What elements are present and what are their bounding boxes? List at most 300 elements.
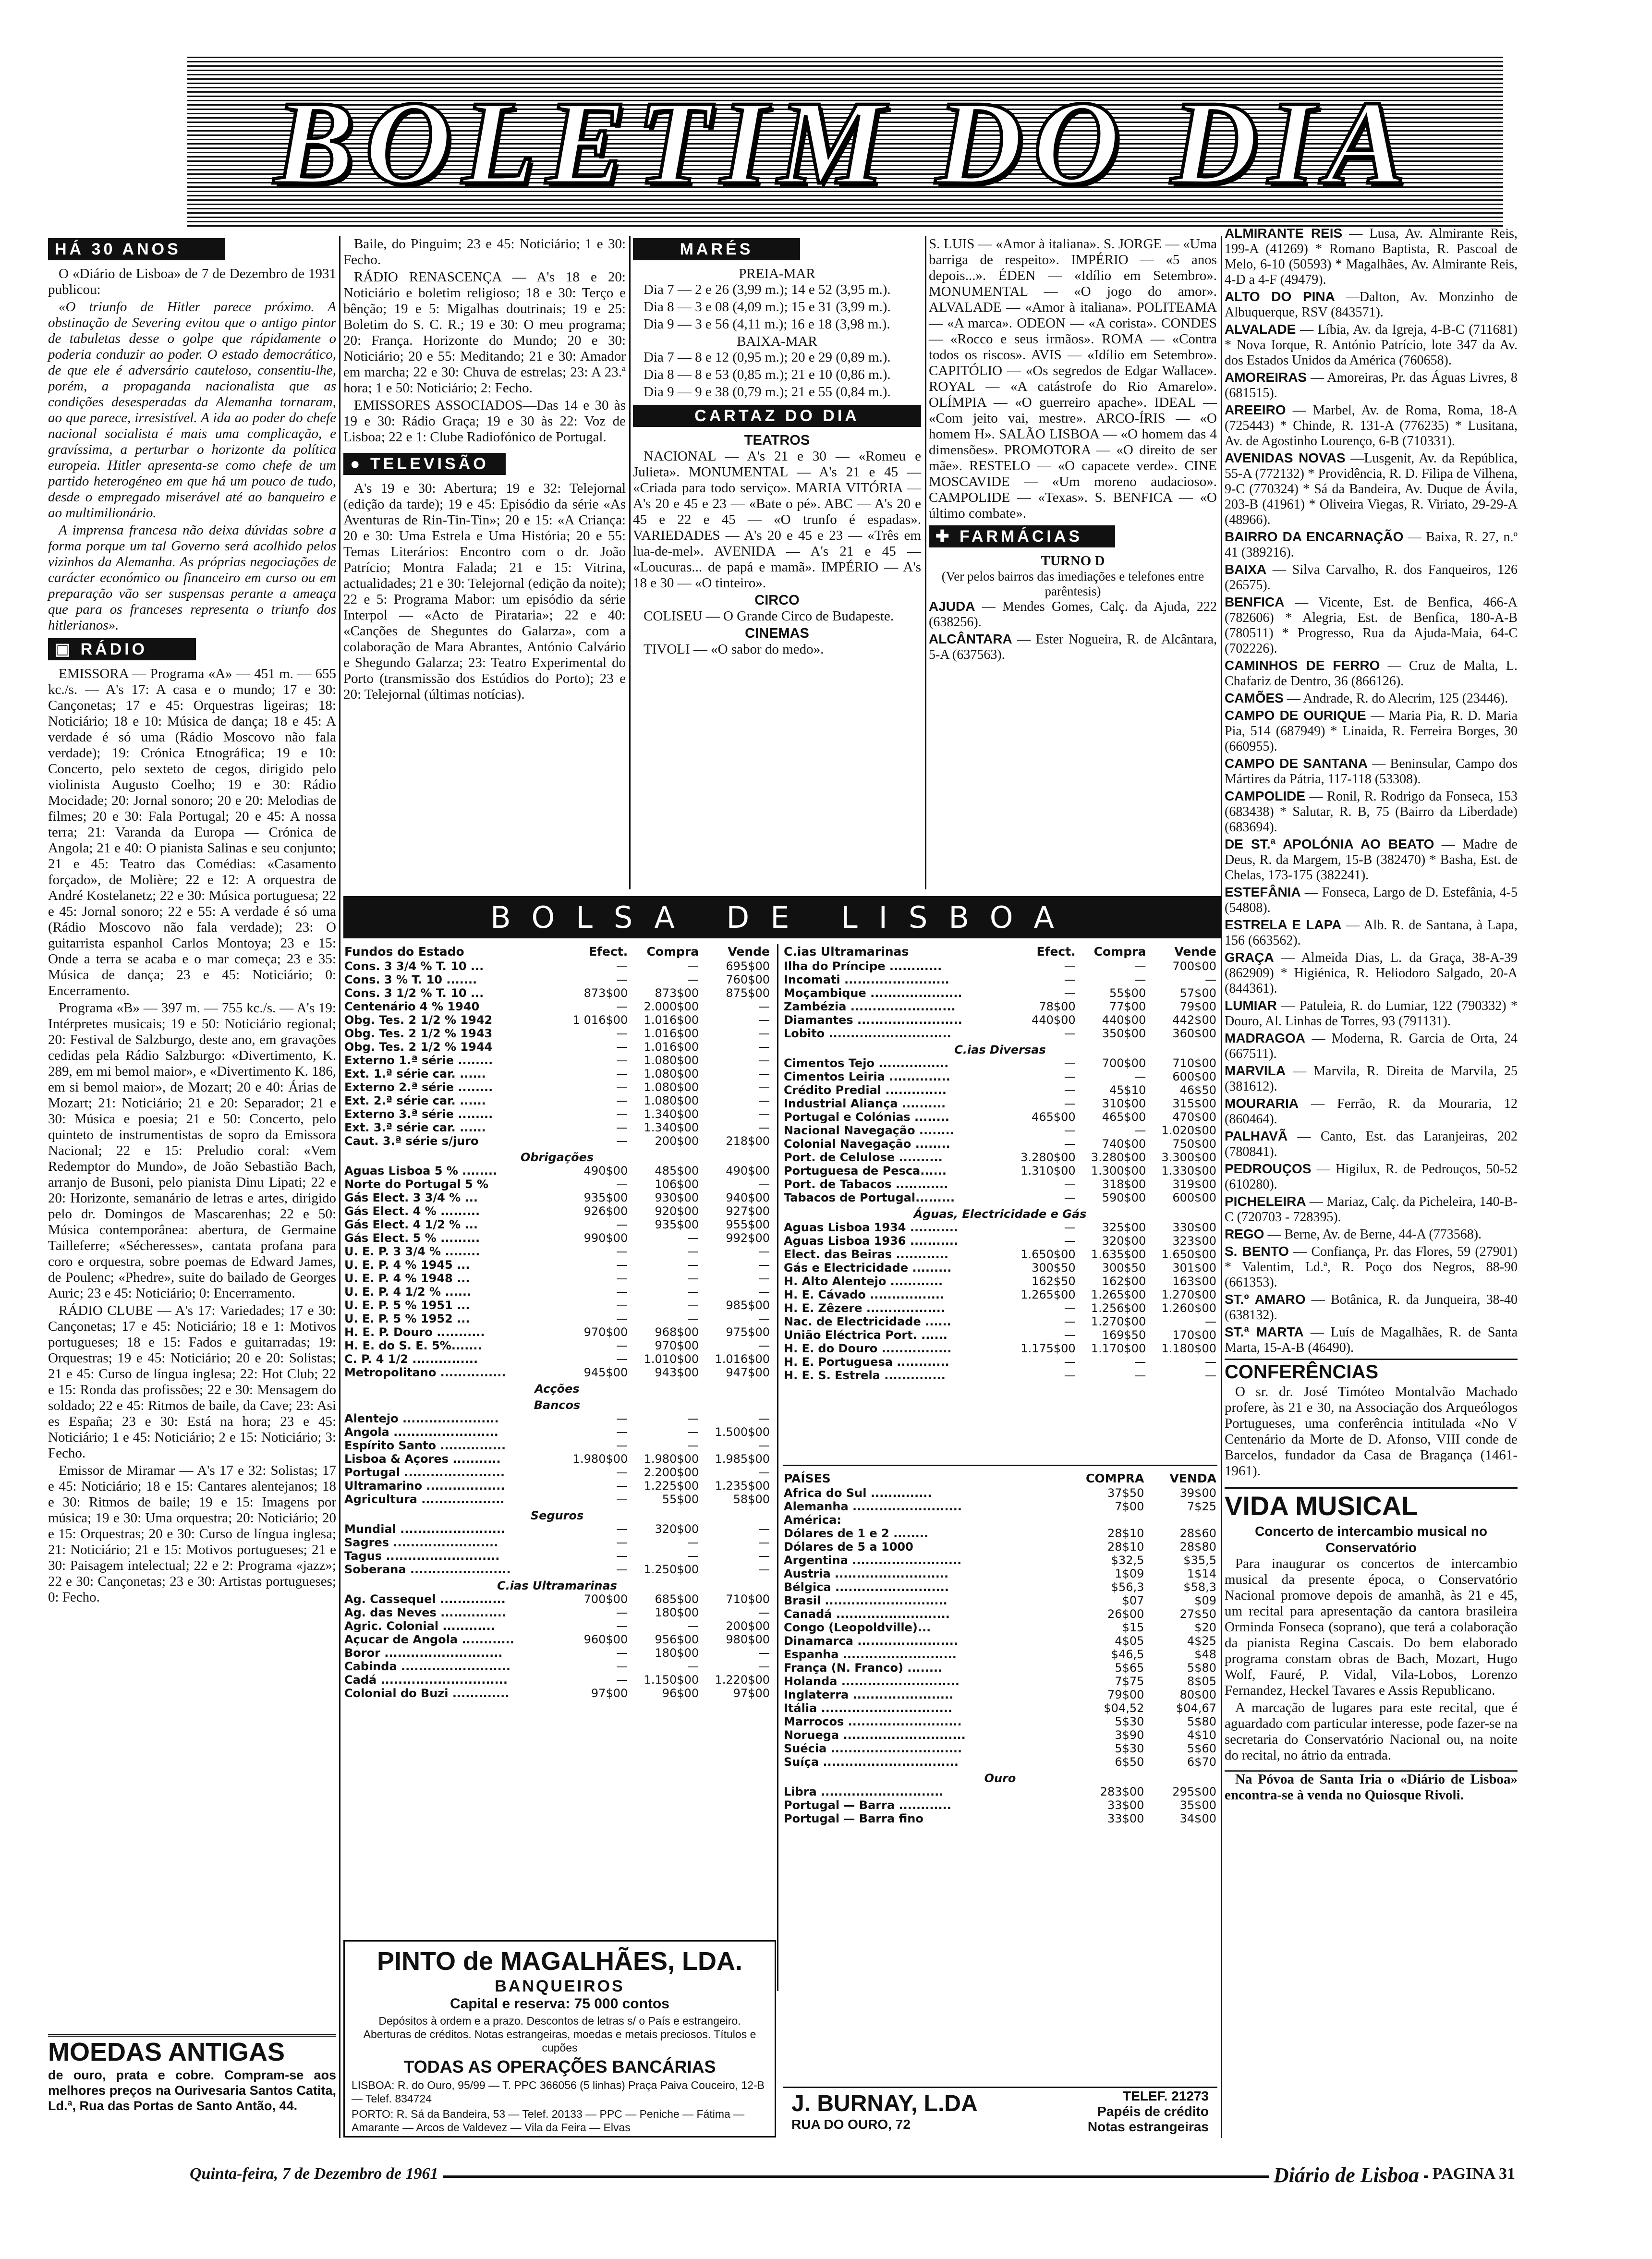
fundos-cell: — bbox=[616, 1299, 628, 1312]
cambios-row bbox=[783, 1812, 1217, 1825]
fundos-row bbox=[343, 1412, 771, 1425]
pharmacy-entry bbox=[1225, 529, 1518, 560]
cambios-row bbox=[783, 1742, 1217, 1755]
companhias-row bbox=[783, 1191, 1217, 1204]
fundos-cell: — bbox=[758, 1646, 770, 1660]
fundos-cell: U. E. P. 3 3/4 % ........ bbox=[344, 1245, 480, 1258]
cambios-cell: Noruega ............................ bbox=[784, 1728, 966, 1742]
fundos-cell: Cabinda ......................... bbox=[344, 1660, 510, 1673]
fundos-table bbox=[343, 944, 771, 1700]
radio-icon: ▣ bbox=[55, 640, 81, 658]
fundos-cell: Cons. 3 1/2 % T. 10 ... bbox=[344, 986, 484, 1000]
cambios-row bbox=[783, 1567, 1217, 1580]
companhias-row bbox=[783, 1234, 1217, 1248]
fundos-cell: 55$00 bbox=[662, 1493, 699, 1506]
fundos-row bbox=[343, 1522, 771, 1536]
fundos-cell: C. P. 4 1/2 ............... bbox=[344, 1352, 478, 1366]
fundos-cell: — bbox=[616, 1272, 628, 1285]
fundos-cell: — bbox=[616, 1134, 628, 1148]
fundos-cell: 970$00 bbox=[655, 1339, 699, 1352]
companhias-row bbox=[783, 1110, 1217, 1124]
companhias-cell: Aguas Lisboa 1934 ........... bbox=[784, 1221, 959, 1234]
burnay-ad bbox=[783, 2087, 1217, 2135]
companhias-cell: 163$00 bbox=[1172, 1275, 1216, 1288]
fundos-cell: — bbox=[758, 1412, 770, 1425]
preia-mar-row: Dia 9 — 3 e 56 (4,11 m.); 16 e 18 (3,98 m.). bbox=[644, 316, 890, 332]
fundos-cell: — bbox=[758, 1000, 770, 1013]
fundos-cell: 990$00 bbox=[583, 1231, 628, 1245]
pharmacy-details: — Almeida Dias, L. da Graça, 38-A-39 (862909) * Higiénica, R. Heliodoro Salgado, 20-A (844361). bbox=[1225, 950, 1518, 996]
fundos-cell: 935$00 bbox=[655, 1218, 699, 1231]
companhias-cell: 315$00 bbox=[1172, 1097, 1216, 1110]
pharmacy-entry bbox=[1225, 789, 1518, 835]
cambios-cell: Canadá .......................... bbox=[784, 1607, 950, 1621]
companhias-row bbox=[783, 1178, 1217, 1191]
cambios-cell: $46,5 bbox=[1111, 1648, 1144, 1661]
pinto-subtitle: BANQUEIROS bbox=[495, 1977, 625, 1995]
fundos-cell: 930$00 bbox=[655, 1191, 699, 1204]
companhias-cell: 162$50 bbox=[1032, 1275, 1076, 1288]
companhias-cell: — bbox=[1064, 959, 1076, 973]
fundos-cell: Soberana ....................... bbox=[344, 1563, 511, 1576]
fundos-cell: 926$00 bbox=[583, 1204, 628, 1218]
companhias-row bbox=[783, 1301, 1217, 1315]
companhias-cell: 442$00 bbox=[1172, 1013, 1216, 1027]
companhias-cell: 1.330$00 bbox=[1161, 1164, 1216, 1178]
radio-paragraph: EMISSORES ASSOCIADOS—Das 14 e 30 às 19 e 30: Rádio Graça; 19 e 30 às 22: Voz de Lisboa; 22 e 1: Clube Radiofónico de Portugal. bbox=[343, 398, 626, 445]
companhias-header: Vende bbox=[1174, 945, 1216, 959]
cambios-cell: $58,3 bbox=[1183, 1580, 1216, 1594]
companhias-cell: 45$10 bbox=[1109, 1083, 1146, 1097]
companhias-cell: 1.650$00 bbox=[1161, 1248, 1216, 1261]
fundos-cell: 1.016$00 bbox=[715, 1352, 770, 1366]
cambios-cell: Dólares de 1 e 2 ........ bbox=[784, 1527, 929, 1540]
cambios-row bbox=[783, 1513, 1217, 1527]
fundos-cell: 970$00 bbox=[583, 1325, 628, 1339]
companhias-cell: — bbox=[1064, 1083, 1076, 1097]
companhias-cell: Lobito ............................ bbox=[784, 1027, 951, 1040]
fundos-cell: — bbox=[758, 1013, 770, 1027]
companhias-cell: 300$50 bbox=[1032, 1261, 1076, 1275]
masthead-title: BOLETIM DO DIA bbox=[274, 76, 1416, 209]
fundos-row bbox=[343, 1231, 771, 1245]
cambios-row bbox=[783, 1486, 1217, 1500]
cambios-row bbox=[783, 1661, 1217, 1675]
pharmacy-details: — Lusa, Av. Almirante Reis, 199-A (41269) * Romano Baptista, R. Pascoal de Melo, 6-10 (50593) * Magalhães, Av. Almirante Reis, 4-D a 4-F (49479). bbox=[1225, 226, 1518, 287]
cambios-cell: 7$75 bbox=[1115, 1675, 1144, 1688]
companhias-cell: 57$00 bbox=[1179, 986, 1216, 1000]
farmacias-list-part1 bbox=[929, 599, 1217, 663]
preia-mar-label: PREIA-MAR bbox=[739, 266, 815, 281]
companhias-cell: 440$00 bbox=[1032, 1013, 1076, 1027]
pharmacy-details: — Marvila, R. Direita de Marvila, 25 (381612). bbox=[1225, 1064, 1518, 1094]
moedas-antigas-ad bbox=[48, 2034, 336, 2135]
radio-paragraph: RÁDIO CLUBE — A's 17: Variedades; 17 e 30: Cançonetas; 17 e 45: Noticiário; 18 e 1: Motivos portugueses; 18 e 15: Fados e guitarradas; 19: Orquestras; 19 e 45: Noticiário; 20 e 20: Solistas; 21 e 45: Curso de língua inglesa; 22: Hot Club; 22 e 15: Ronda das profissões; 22 e 30: Mensagem do soldado; 22 e 45: Ritmos de baile, da Cave; 23: Asi es España; 23 e 30: Está na hora; 23 e 45: Noticiário; 1 e 45: Noticiário; 2 e 15: Noticiário; 3: Fecho. bbox=[48, 1303, 336, 1461]
companhias-cell: Port. de Celulose .......... bbox=[784, 1151, 943, 1164]
fundos-cell: — bbox=[758, 1054, 770, 1067]
companhias-cell: 325$00 bbox=[1102, 1221, 1146, 1234]
fundos-cell: 2.000$00 bbox=[644, 1000, 699, 1013]
fundos-row bbox=[343, 1258, 771, 1272]
companhias-cell: — bbox=[1205, 1355, 1216, 1369]
fundos-cell: — bbox=[687, 1312, 699, 1325]
cambios-cell: Inglaterra ....................... bbox=[784, 1688, 954, 1701]
fundos-cell: — bbox=[758, 1040, 770, 1054]
cambios-cell: Espanha .......................... bbox=[784, 1648, 957, 1661]
companhias-cell: — bbox=[1064, 1191, 1076, 1204]
fundos-cell: — bbox=[687, 1285, 699, 1299]
pharmacy-district: AVENIDAS NOVAS bbox=[1225, 450, 1346, 465]
cambios-row bbox=[783, 1715, 1217, 1728]
fundos-cell: 980$00 bbox=[726, 1633, 770, 1646]
pharmacy-entry bbox=[1225, 562, 1518, 593]
fundos-row bbox=[343, 1000, 771, 1013]
cambios-cell: Alemanha ......................... bbox=[784, 1500, 962, 1513]
cambios-row bbox=[783, 1701, 1217, 1715]
companhias-row bbox=[783, 1342, 1217, 1355]
fundos-cell: — bbox=[616, 1245, 628, 1258]
companhias-cell: 1.635$00 bbox=[1091, 1248, 1146, 1261]
fundos-cell: — bbox=[687, 1619, 699, 1633]
cambios-cell: Portugal — Barra fino bbox=[784, 1812, 923, 1825]
pharmacy-entry bbox=[1225, 885, 1518, 916]
cambios-row bbox=[783, 1755, 1217, 1769]
companhias-cell: — bbox=[1064, 1027, 1076, 1040]
burnay-line1: Papéis de crédito bbox=[1097, 2103, 1209, 2119]
fundos-cell: — bbox=[687, 1272, 699, 1285]
companhias-cell: — bbox=[1064, 986, 1076, 1000]
burnay-address: RUA DO OURO, 72 bbox=[791, 2117, 911, 2132]
pharmacy-district: CAMPO DE OURIQUE bbox=[1225, 708, 1366, 723]
fundos-cell: — bbox=[758, 1339, 770, 1352]
cambios-cell: França (N. Franco) ........ bbox=[784, 1661, 943, 1675]
fundos-cell: U. E. P. 4 1/2 % ...... bbox=[344, 1285, 472, 1299]
pharmacy-district: CAMPOLIDE bbox=[1225, 789, 1305, 803]
ha30-paragraph: O «Diário de Lisboa» de 7 de Dezembro de 1931 publicou: bbox=[48, 266, 336, 297]
companhias-cell: — bbox=[1064, 1137, 1076, 1151]
pinto-operations: TODAS AS OPERAÇÕES BANCÁRIAS bbox=[403, 2057, 716, 2077]
fundos-cell: — bbox=[758, 1466, 770, 1479]
companhias-cell: — bbox=[1064, 973, 1076, 986]
radio-paragraph: RÁDIO RENASCENÇA — A's 18 e 20: Noticiário e boletim religioso; 18 e 30: Terço e bênção; 19 e 5: Migalhas doutrinais; 19 e 25: Boletim do S. C. R.; 19 e 30: O meu programa; 20: França. Horizonte do Mundo; 20 e 30: Noticiário; 20 e 55: Meditando; 21 e 30: Amador em marcha; 22 e 30: Chuva de estrelas; 23: A 23.ª hora; 1 e 50: Noticiário; 2: Fecho. bbox=[343, 269, 626, 396]
fundos-row bbox=[343, 1107, 771, 1121]
pharmacy-district: ST.ª MARTA bbox=[1225, 1324, 1304, 1339]
preia-mar-list bbox=[633, 282, 921, 332]
fundos-cell: — bbox=[616, 1563, 628, 1576]
fundos-cell: — bbox=[616, 1673, 628, 1687]
fundos-row bbox=[343, 1081, 771, 1094]
companhias-cell: 1.270$00 bbox=[1161, 1288, 1216, 1301]
fundos-section: Seguros bbox=[530, 1509, 584, 1522]
fundos-cell: — bbox=[616, 1178, 628, 1191]
companhias-cell: 169$50 bbox=[1102, 1328, 1146, 1342]
fundos-cell: 97$00 bbox=[591, 1687, 628, 1700]
companhias-cell: Industrial Aliança .......... bbox=[784, 1097, 946, 1110]
fundos-cell: — bbox=[758, 1563, 770, 1576]
fundos-row bbox=[343, 973, 771, 986]
fundos-row bbox=[343, 1094, 771, 1107]
companhias-cell: — bbox=[1134, 1369, 1146, 1382]
pharmacy-district: GRAÇA bbox=[1225, 950, 1274, 965]
fundos-cell: 943$00 bbox=[655, 1366, 699, 1379]
fundos-cell: U. E. P. 5 % 1951 ... bbox=[344, 1299, 470, 1312]
fundos-cell: 760$00 bbox=[726, 973, 770, 986]
cambios-cell: 5$80 bbox=[1187, 1661, 1216, 1675]
companhias-row bbox=[783, 1328, 1217, 1342]
companhias-cell: União Eléctrica Port. ...... bbox=[784, 1328, 947, 1342]
companhias-cell: 46$50 bbox=[1179, 1083, 1216, 1097]
pharmacy-entry bbox=[1225, 1292, 1518, 1323]
companhias-row bbox=[783, 1221, 1217, 1234]
companhias-header-row bbox=[783, 944, 1217, 959]
companhias-row bbox=[783, 1248, 1217, 1261]
fundos-cell: Agricultura ................... bbox=[344, 1493, 505, 1506]
fundos-row bbox=[343, 1027, 771, 1040]
burnay-name: J. BURNAY, L.DA bbox=[791, 2091, 978, 2116]
cambios-cell: 8$05 bbox=[1187, 1675, 1216, 1688]
fundos-cell: — bbox=[687, 959, 699, 973]
companhias-cell: 750$00 bbox=[1172, 1137, 1216, 1151]
companhias-row bbox=[783, 1057, 1217, 1070]
fundos-cell: — bbox=[616, 1352, 628, 1366]
radio-paragraph: Emissor de Miramar — A's 17 e 32: Solistas; 17 e 45: Noticiário; 18 e 15: Cantares alentejanos; 18 e 30: Ritmos de baile; 19 e 15: Imagens por música; 19 e 30: Uma orquestra; 20: Noticiário; 20 e 15: Orquestras; 20 e 30: Curso de língua inglesa; 21: Noticiário; 21 e 15: Motivos portugueses; 21 e 30: Paisagem intelectual; 22 e 2: Programa «jazz»; 22 e 30: Cançonetas; 23 e 30: Artistas portugueses; 0: Fecho. bbox=[48, 1463, 336, 1605]
farmacias-header bbox=[929, 525, 1115, 547]
pharmacy-entry bbox=[1225, 370, 1518, 401]
fundos-cell: Mundial ........................ bbox=[344, 1522, 506, 1536]
bolsa-left-table bbox=[343, 944, 771, 1700]
cambios-cell: 7$00 bbox=[1115, 1500, 1144, 1513]
cambios-row bbox=[783, 1554, 1217, 1567]
companhias-row bbox=[783, 973, 1217, 986]
bolsa-title: BOLSA DE LISBOA bbox=[343, 896, 1222, 938]
column-rule bbox=[339, 236, 340, 2138]
companhias-cell: H. E. Zêzere .................. bbox=[784, 1301, 945, 1315]
cambios-cell: 5$30 bbox=[1115, 1742, 1144, 1755]
fundos-cell: 180$00 bbox=[655, 1606, 699, 1619]
pharmacy-entry bbox=[1225, 289, 1518, 320]
pharmacy-details: — Madre de Deus, R. da Margem, 15-B (382470) * Basha, Est. de Chelas, 173-175 (382241). bbox=[1225, 837, 1518, 883]
cambios-cell: 26$00 bbox=[1107, 1607, 1144, 1621]
cambios-cell: Itália .............................. bbox=[784, 1701, 953, 1715]
fundos-cell: Ext. 2.ª série car. ...... bbox=[344, 1094, 486, 1107]
fundos-row bbox=[343, 1673, 771, 1687]
column-rule bbox=[777, 944, 778, 1991]
fundos-cell: 490$00 bbox=[583, 1164, 628, 1178]
companhias-cell: — bbox=[1064, 1070, 1076, 1083]
moedas-title: MOEDAS ANTIGAS bbox=[48, 2034, 336, 2067]
companhias-cell: — bbox=[1064, 1315, 1076, 1328]
fundos-cell: 58$00 bbox=[733, 1493, 770, 1506]
fundos-cell: — bbox=[758, 1285, 770, 1299]
ha30-paragraph: A imprensa francesa não deixa dúvidas sobre a forma porque um tal Governo será acolhido pelos vizinhos da Alemanha. As próprias negociações de carácter económico ou financeiro em curso ou em preparação vão ser suspensas perante a ameaça que para os franceses representa o triunfo dos hitlerianos». bbox=[48, 522, 336, 633]
fundos-cell: — bbox=[687, 1412, 699, 1425]
mares-header: MARÉS bbox=[633, 238, 800, 260]
cambios-cell: $35,5 bbox=[1183, 1554, 1216, 1567]
companhias-cell: 700$00 bbox=[1172, 959, 1216, 973]
pharmacy-entry bbox=[1225, 595, 1518, 656]
pharmacy-details: — Vicente, Est. de Benfica, 466-A (782606) * Alegria, Est. de Benfica, 180-A-B (780511) * Progresso, Rua da Ajuda-Maia, 64-C (702226). bbox=[1225, 595, 1518, 656]
column-rule bbox=[629, 236, 631, 889]
pharmacy-district: ALVALADE bbox=[1225, 322, 1296, 337]
fundos-cell: 1 016$00 bbox=[572, 1013, 628, 1027]
companhias-cell: 77$00 bbox=[1109, 1000, 1146, 1013]
fundos-cell: — bbox=[687, 1549, 699, 1563]
cambios-cell: Dólares de 5 a 1000 bbox=[784, 1540, 913, 1554]
fundos-cell: — bbox=[758, 1081, 770, 1094]
fundos-cell: — bbox=[687, 1536, 699, 1549]
fundos-cell: — bbox=[687, 1660, 699, 1673]
conferencias-header: CONFERÊNCIAS bbox=[1225, 1359, 1518, 1384]
companhias-header: Efect. bbox=[1036, 945, 1076, 959]
pharmacy-details: — Cruz de Malta, L. Chafariz de Dentro, 36 (866126). bbox=[1225, 658, 1518, 689]
companhias-row bbox=[783, 1355, 1217, 1369]
companhias-cell: 710$00 bbox=[1172, 1057, 1216, 1070]
column-ha30-radio bbox=[48, 236, 336, 1607]
cinemas-list: S. LUIS — «Amor à italiana». S. JORGE — «Uma barriga de respeito». IMPÉRIO — «5 anos depois...». ÉDEN — «Idílio em Setembro». MONUMENTAL — «O jogo do amor». ALVALADE — «Amor à italiana». POLITEAMA — «A marca». ODEON — «A corista». CONDES — «Rocco e seus irmãos». ROMA — «Contra todos os riscos». AVIS — «Idílio em Setembro». CAPITÓLIO — «Os segredos de Edgar Wallace». ROYAL — «A catástrofe do Rio Amarelo». OLÍMPIA — «O guerreiro apache». IDEAL — «Com jeito vai, mestre». ARCO-ÍRIS — «O homem H». SALÃO LISBOA — «O homem das 4 dimensões». PROMOTORA — «O direito de ser mãe». RESTELO — «O capacete verde». CINE MOSCAVIDE — «Um moreno audacioso». CAMPOLIDE — «Texas». S. BENFICA — «O último combate». bbox=[929, 236, 1217, 521]
fundos-row bbox=[343, 1366, 771, 1379]
companhias-row bbox=[783, 1000, 1217, 1013]
companhias-row bbox=[783, 1164, 1217, 1178]
fundos-cell: Ag. Cassequel ............... bbox=[344, 1592, 506, 1606]
radio-header-label: RÁDIO bbox=[80, 640, 148, 658]
pharmacy-details: — Ferrão, R. da Mouraria, 12 (860464). bbox=[1225, 1096, 1518, 1127]
fundos-cell: Colonial do Buzi ............. bbox=[344, 1687, 510, 1700]
fundos-row bbox=[343, 1040, 771, 1054]
cambios-cell: 35$00 bbox=[1179, 1798, 1216, 1812]
fundos-cell: Tagus .......................... bbox=[344, 1549, 500, 1563]
companhias-cell: — bbox=[1064, 1369, 1076, 1382]
fundos-cell: Alentejo ...................... bbox=[344, 1412, 499, 1425]
cambios-cell: $04,67 bbox=[1176, 1701, 1216, 1715]
pharmacy-entry bbox=[1225, 402, 1518, 449]
cambios-cell: 5$65 bbox=[1115, 1661, 1144, 1675]
fundos-cell: — bbox=[616, 1493, 628, 1506]
pharmacy-details: — Luís de Magalhães, R. de Santa Marta, 15-A-B (46490). bbox=[1225, 1325, 1518, 1355]
masthead-banner bbox=[187, 57, 1503, 230]
burnay-phone: TELEF. 21273 bbox=[1123, 2088, 1209, 2103]
fundos-cell: — bbox=[616, 1107, 628, 1121]
companhias-cell: Incomati ........................ bbox=[784, 973, 949, 986]
vida-musical-paragraph: Na Póvoa de Santa Iria o «Diário de Lisboa» encontra-se à venda no Quiosque Rivoli. bbox=[1225, 1770, 1518, 1803]
companhias-cell: H. E. Portuguesa ............ bbox=[784, 1355, 949, 1369]
pharmacy-district: AMOREIRAS bbox=[1225, 370, 1307, 385]
cambios-cell: Brasil ............................ bbox=[784, 1594, 947, 1607]
farmacias-header-label: FARMÁCIAS bbox=[959, 527, 1083, 546]
cambios-cell: 283$00 bbox=[1100, 1785, 1144, 1798]
companhias-cell: 79$00 bbox=[1179, 1000, 1216, 1013]
cambios-cell: 37$50 bbox=[1107, 1486, 1144, 1500]
companhias-cell: Crédito Predial .............. bbox=[784, 1083, 947, 1097]
fundos-cell: Obg. Tes. 2 1/2 % 1942 bbox=[344, 1013, 493, 1027]
companhias-row bbox=[783, 1288, 1217, 1301]
fundos-cell: Sagres ........................ bbox=[344, 1536, 498, 1549]
column-rule bbox=[1221, 236, 1222, 2138]
fundos-cell: — bbox=[758, 1439, 770, 1452]
fundos-cell: 1.500$00 bbox=[715, 1425, 770, 1439]
cambios-cell: 5$80 bbox=[1187, 1715, 1216, 1728]
companhias-cell: 170$00 bbox=[1172, 1328, 1216, 1342]
circo-label: CIRCO bbox=[754, 593, 800, 608]
companhias-cell: — bbox=[1134, 1355, 1146, 1369]
fundos-cell: — bbox=[616, 1660, 628, 1673]
pharmacy-district: ST.º AMARO bbox=[1225, 1292, 1306, 1307]
companhias-cell: — bbox=[1064, 1221, 1076, 1234]
cambios-cell: 295$00 bbox=[1172, 1785, 1216, 1798]
fundos-cell: — bbox=[616, 1027, 628, 1040]
fundos-cell: Gás Elect. 3 3/4 % ... bbox=[344, 1191, 478, 1204]
pharmacy-details: —Dalton, Av. Monzinho de Albuquerque, RSV (843571). bbox=[1225, 290, 1518, 320]
fundos-header: Efect. bbox=[589, 945, 628, 959]
pharmacy-details: — Mendes Gomes, Calç. da Ajuda, 222 (638256). bbox=[929, 599, 1217, 630]
moedas-text: de ouro, prata e cobre. Compram-se aos melhores preços na Ourivesaria Santos Catita, Ld.ª, Rua das Portas de Santo Antão, 44. bbox=[48, 2068, 336, 2113]
companhias-cell: 590$00 bbox=[1102, 1191, 1146, 1204]
footer-paper-name: Diário de Lisboa bbox=[1269, 2163, 1424, 2187]
fundos-row bbox=[343, 1549, 771, 1563]
companhias-cell: 1.265$00 bbox=[1091, 1288, 1146, 1301]
tv-header bbox=[343, 453, 506, 475]
pharmacy-details: — Moderna, R. Garcia de Orta, 24 (667511). bbox=[1225, 1031, 1518, 1061]
companhias-cell: — bbox=[1134, 1124, 1146, 1137]
fundos-cell: Gás Elect. 4 1/2 % ... bbox=[344, 1218, 478, 1231]
cambios-cell: 7$25 bbox=[1187, 1500, 1216, 1513]
tv-header-label: TELEVISÃO bbox=[370, 455, 489, 473]
footer-date: Quinta-feira, 7 de Dezembro de 1961 bbox=[185, 2165, 443, 2183]
fundos-row bbox=[343, 1379, 771, 1396]
companhias-row bbox=[783, 1275, 1217, 1288]
ha30-text bbox=[48, 266, 336, 633]
companhias-cell: 1.256$00 bbox=[1091, 1301, 1146, 1315]
fundos-cell: 1.080$00 bbox=[644, 1081, 699, 1094]
cambios-cell: 1$09 bbox=[1115, 1567, 1144, 1580]
cambios-row bbox=[783, 1648, 1217, 1661]
companhias-cell: 360$00 bbox=[1172, 1027, 1216, 1040]
companhias-cell: 323$00 bbox=[1172, 1234, 1216, 1248]
companhias-row bbox=[783, 1097, 1217, 1110]
fundos-cell: Externo 1.ª série ........ bbox=[344, 1054, 493, 1067]
cambios-cell: 6$70 bbox=[1187, 1755, 1216, 1769]
companhias-cell: — bbox=[1064, 1124, 1076, 1137]
fundos-row bbox=[343, 1452, 771, 1466]
fundos-cell: — bbox=[687, 1425, 699, 1439]
pharmacy-details: — Beninsular, Campo dos Mártires da Pátria, 117-118 (53308). bbox=[1225, 756, 1518, 787]
companhias-cell: Moçambique ..................... bbox=[784, 986, 962, 1000]
fundos-cell: 97$00 bbox=[733, 1687, 770, 1700]
cinemas-label: CINEMAS bbox=[745, 626, 809, 641]
cambios-cell: Congo (Leopoldville)... bbox=[784, 1621, 931, 1634]
fundos-cell: 1.080$00 bbox=[644, 1094, 699, 1107]
vida-musical-paragraph: Para inaugurar os concertos de intercambio musical da presente época, o Conservatório Nacional promove depois de amanhã, às 21 e 45, um recital para apresentação da cantora brasileira Orminda Fonseca (soprano), que terá a colaboração da pianista Regina Cascais. Do bem elaborado programa constam obras de Bach, Mozart, Hugo Wolf, Fauré, P. Vidal, Vila-Lobos, Lorenzo Fernandez, Heckel Tavares e Assis Republicano. bbox=[1225, 1556, 1518, 1698]
companhias-row bbox=[783, 1027, 1217, 1040]
radio-paragraph: Baile, do Pinguim; 23 e 45: Noticiário; 1 e 30: Fecho. bbox=[343, 236, 626, 267]
preia-mar-row: Dia 7 — 2 e 26 (3,99 m.); 14 e 52 (3,95 m.). bbox=[644, 282, 891, 297]
fundos-cell: Ext. 3.ª série car. ...... bbox=[344, 1121, 486, 1134]
fundos-cell: 695$00 bbox=[726, 959, 770, 973]
companhias-cell: Gás e Electricidade ......... bbox=[784, 1261, 952, 1275]
cambios-table bbox=[783, 1471, 1217, 1825]
column-cinemas-farmacias bbox=[929, 236, 1217, 664]
fundos-cell: — bbox=[616, 1339, 628, 1352]
cambios-cell: 28$10 bbox=[1107, 1527, 1144, 1540]
pharmacy-entry bbox=[1225, 450, 1518, 528]
fundos-cell: Cons. 3 3/4 % T. 10 ... bbox=[344, 959, 484, 973]
fundos-cell: 1.016$00 bbox=[644, 1027, 699, 1040]
companhias-cell: — bbox=[1064, 1178, 1076, 1191]
fundos-cell: 490$00 bbox=[726, 1164, 770, 1178]
pharmacy-district: CAMÕES bbox=[1225, 691, 1284, 705]
cambios-cell bbox=[1056, 1513, 1145, 1527]
fundos-row bbox=[343, 1493, 771, 1506]
fundos-row bbox=[343, 1619, 771, 1633]
